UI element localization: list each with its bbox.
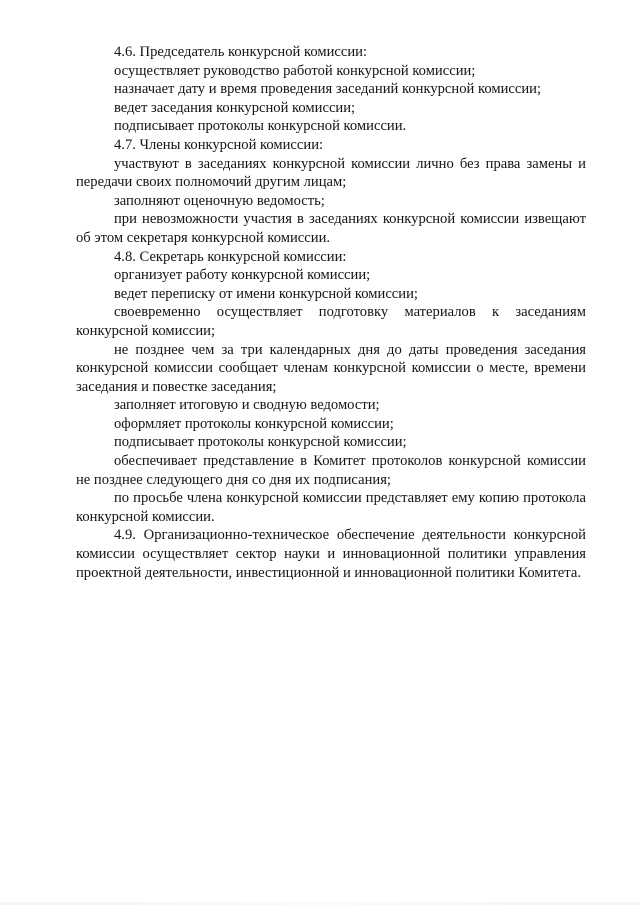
document-body <box>76 43 586 582</box>
paragraph: осуществляет руководство работой конкурсной комиссии; <box>114 62 476 79</box>
paragraph: своевременно осуществляет подготовку материалов к заседаниям конкурсной комиссии; <box>76 304 586 339</box>
paragraph: 4.6. Председатель конкурсной комиссии: <box>114 44 368 60</box>
paragraph: при невозможности участия в заседаниях конкурсной комиссии извещают об этом секретаря конкурсной комиссии. <box>76 211 586 246</box>
paragraph: назначает дату и время проведения заседаний конкурсной комиссии; <box>114 81 542 98</box>
paragraph: подписывает протоколы конкурсной комиссии; <box>114 434 407 451</box>
paragraph: заполняет итоговую и сводную ведомости; <box>114 397 380 414</box>
paragraph: 4.8. Секретарь конкурсной комиссии: <box>114 248 347 265</box>
paragraph: ведет заседания конкурсной комиссии; <box>114 99 356 116</box>
paragraph: 4.7. Члены конкурсной комиссии: <box>114 136 324 153</box>
paragraph: ведет переписку от имени конкурсной комиссии; <box>114 285 418 302</box>
paragraph: 4.9. Организационно-техническое обеспечение деятельности конкурсной комиссии осуществляет сектор науки и инновационной политики управления проектной деятельности, инвестиционной и инновационной политики Комитета. <box>76 527 586 581</box>
paragraph: участвуют в заседаниях конкурсной комиссии лично без права замены и передачи своих полномочий другим лицам; <box>76 155 586 191</box>
paragraph: организует работу конкурсной комиссии; <box>114 267 371 284</box>
paragraph: заполняют оценочную ведомость; <box>114 192 325 209</box>
paragraph: оформляет протоколы конкурсной комиссии; <box>114 415 394 432</box>
paragraph: не позднее чем за три календарных дня до даты проведения заседания конкурсной комиссии сообщает членам конкурсной комиссии о месте, времени заседания и повестке заседания; <box>76 341 586 395</box>
paragraph: по просьбе члена конкурсной комиссии представляет ему копию протокола конкурсной комиссии. <box>76 490 586 525</box>
paragraph: обеспечивает представление в Комитет протоколов конкурсной комиссии не позднее следующего дня со дня их подписания; <box>76 453 586 488</box>
paragraph: подписывает протоколы конкурсной комиссии. <box>114 118 407 135</box>
